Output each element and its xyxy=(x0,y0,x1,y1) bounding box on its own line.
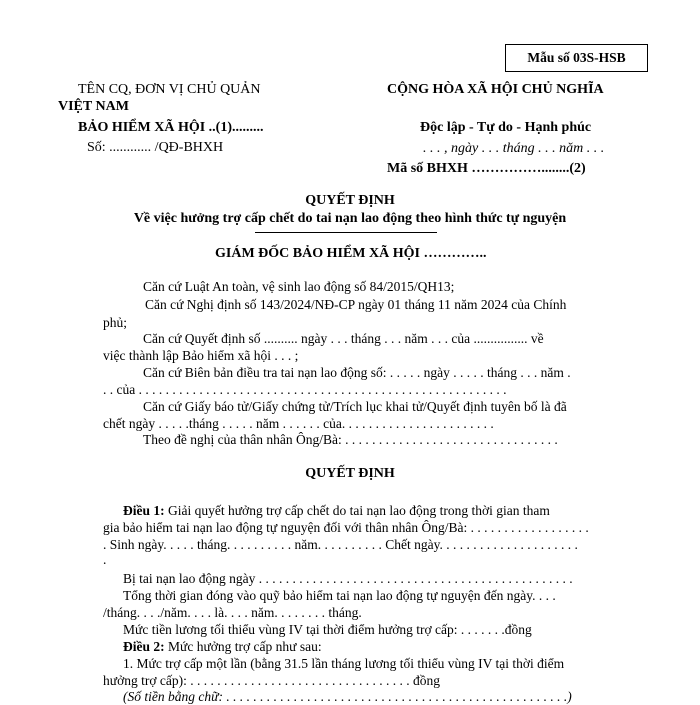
ground-line: Căn cứ Giấy báo tử/Giấy chứng tử/Trích lục khai tử/Quyết định tuyên bố là đã xyxy=(143,399,567,414)
article-2-line: 1. Mức trợ cấp một lần (bằng 31.5 lần tháng lương tối thiểu vùng IV tại thời điểm xyxy=(123,656,565,671)
ground-line: . . của . . . . . . . . . . . . . . . . . . . . . . . . . . . . . . . . . . . . . . . . . . . . . . . . . . . . . . . xyxy=(103,382,507,397)
viet-nam-label: VIỆT NAM xyxy=(58,99,129,114)
ground-line: Căn cứ Quyết định số .......... ngày . . . tháng . . . năm . . . của ................ về xyxy=(143,331,544,346)
decision-heading: QUYẾT ĐỊNH xyxy=(305,466,395,481)
ground-line: Căn cứ Biên bản điều tra tai nạn lao động số: . . . . . ngày . . . . . tháng . . . năm . xyxy=(143,365,571,380)
article-2-line: (Số tiền bằng chữ: . . . . . . . . . . . . . . . . . . . . . . . . . . . . . . . . . . . . . . . . . . . . . . . . . . .) xyxy=(123,689,572,704)
republic-title: CỘNG HÒA XÃ HỘI CHỦ NGHĨA xyxy=(387,82,604,97)
article-1-line: . xyxy=(103,552,107,567)
article-1-line: Bị tai nạn lao động ngày . . . . . . . . . . . . . . . . . . . . . . . . . . . . . . . . . . . . . . . . . . . . . . . xyxy=(123,571,573,586)
ground-line: Căn cứ Nghị định số 143/2024/NĐ-CP ngày 01 tháng 11 năm 2024 của Chính xyxy=(145,297,567,312)
article-1-line: Tổng thời gian đóng vào quỹ bảo hiểm tai nạn lao động tự nguyện đến ngày. . . . xyxy=(123,588,556,603)
ground-line: việc thành lập Bảo hiểm xã hội . . . ; xyxy=(103,348,299,363)
agency-parent-name: TÊN CQ, ĐƠN VỊ CHỦ QUẢN xyxy=(78,82,261,97)
article-2-line: hưởng trợ cấp): . . . . . . . . . . . . . . . . . . . . . . . . . . . . . . . . . đồng xyxy=(103,673,440,688)
document-subject: Về việc hưởng trợ cấp chết do tai nạn lao động theo hình thức tự nguyện xyxy=(133,211,567,226)
article-1-intro xyxy=(123,503,550,519)
article-2-text: Mức hưởng trợ cấp như sau: xyxy=(164,639,322,654)
national-motto: Độc lập - Tự do - Hạnh phúc xyxy=(420,120,592,135)
date-line: . . . , ngày . . . tháng . . . năm . . . xyxy=(423,141,605,156)
article-1-line: gia bảo hiểm tai nạn lao động tự nguyện đối với thân nhân Ông/Bà: . . . . . . . . . . . . . . . . . . xyxy=(103,520,589,535)
ground-line: chết ngày . . . . .tháng . . . . . năm . . . . . . của. . . . . . . . . . . . . . . . . . . . . . . xyxy=(103,416,494,431)
article-1-line: Mức tiền lương tối thiểu vùng IV tại thời điểm hưởng trợ cấp: . . . . . . .đồng xyxy=(123,622,532,637)
ground-line: Theo đề nghị của thân nhân Ông/Bà: . . . . . . . . . . . . . . . . . . . . . . . . . . . . . . . . xyxy=(143,432,558,447)
subject-underline xyxy=(255,232,437,233)
social-insurance-code: Mã số BHXH ……………........(2) xyxy=(387,161,586,176)
article-1-text: Giải quyết hưởng trợ cấp chết do tai nạn lao động trong thời gian tham xyxy=(164,503,550,518)
ground-line: Căn cứ Luật An toàn, vệ sinh lao động số 84/2015/QH13; xyxy=(143,279,455,294)
form-code-box: Mẫu số 03S-HSB xyxy=(505,44,648,72)
issuer-title: GIÁM ĐỐC BẢO HIỂM XÃ HỘI ………….. xyxy=(215,246,487,261)
agency-name: BẢO HIỂM XÃ HỘI ..(1)......... xyxy=(78,120,264,135)
article-2-label: Điều 2: xyxy=(123,639,165,654)
article-1-label: Điều 1: xyxy=(123,503,165,518)
article-1-line: /tháng. . . ./năm. . . . là. . . . năm. . . . . . . . tháng. xyxy=(103,605,362,620)
document-heading: QUYẾT ĐỊNH xyxy=(305,193,395,208)
article-1-line: . Sinh ngày. . . . . tháng. . . . . . . . . . năm. . . . . . . . . . Chết ngày. . . . . . . . . . . . . . . . . . . . . xyxy=(103,537,578,552)
ground-line: phủ; xyxy=(103,315,128,330)
article-2-intro xyxy=(123,639,322,655)
decision-number: Số: ............ /QĐ-BHXH xyxy=(87,140,224,155)
